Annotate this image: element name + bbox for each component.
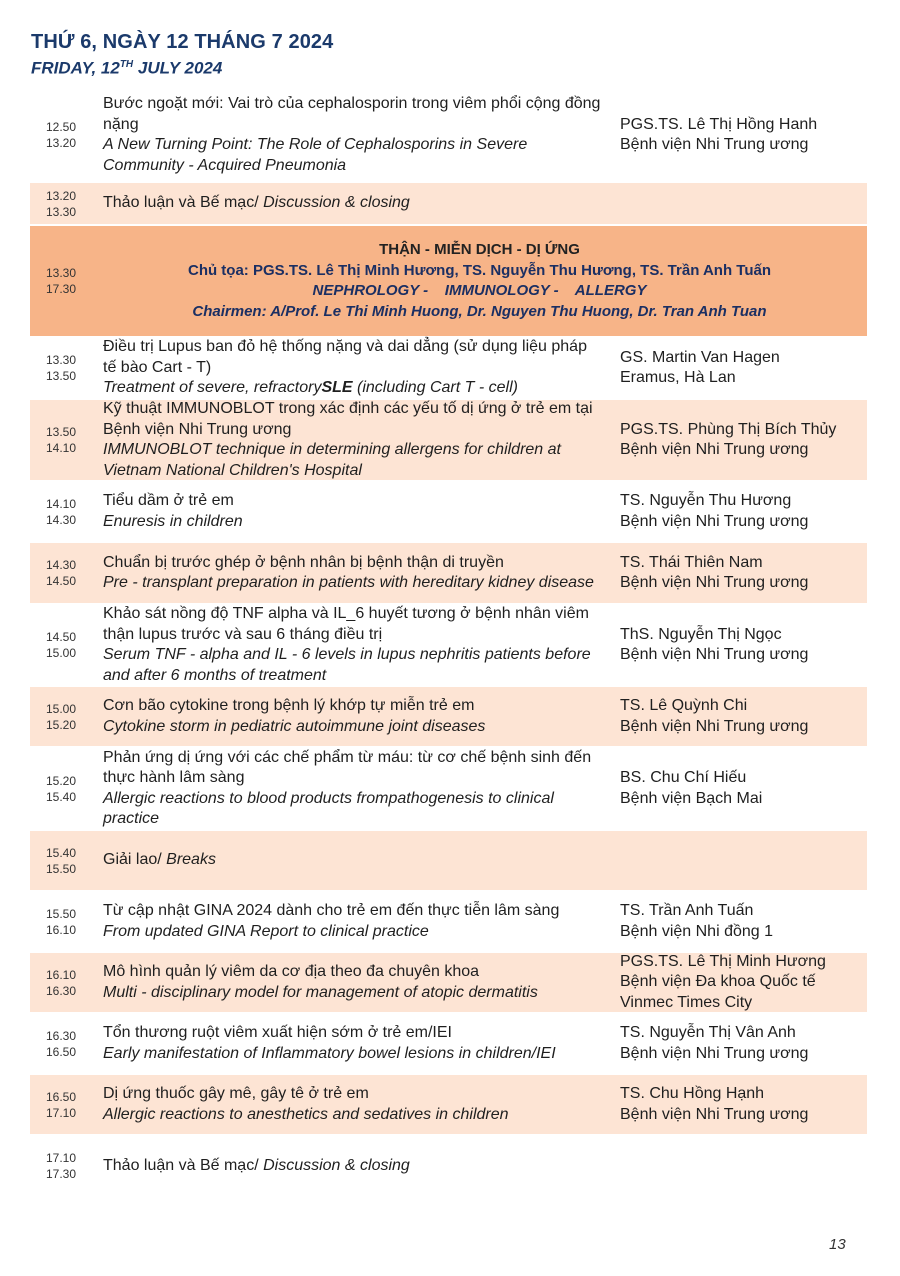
schedule-row — [30, 892, 867, 953]
time-start: 16.50 — [45, 1089, 77, 1104]
topic-vn: Thảo luận và Bế mạc/ — [103, 1156, 264, 1174]
time-cell — [30, 687, 92, 746]
time-end: 13.30 — [45, 204, 77, 219]
time-end: 15.20 — [45, 717, 77, 732]
session-chairs-en: Chairmen: A/Prof. Le Thi Minh Huong, Dr. Nguyen Thu Huong, Dr. Tran Anh Tuan — [192, 302, 767, 320]
time-end: 15.00 — [45, 646, 77, 660]
speaker-affiliation: Bệnh viện Nhi đồng 1 — [620, 922, 773, 940]
time-start: 17.10 — [45, 1151, 77, 1165]
schedule-row — [30, 543, 867, 605]
time-end: 17.10 — [45, 1105, 77, 1120]
time-start: 14.10 — [45, 496, 77, 511]
topic-en: Breaks — [166, 851, 216, 869]
topic-vn: Khảo sát nồng độ TNF alpha và IL_6 huyết tương ở bệnh nhân viêm thận lupus trước và sau 6 tháng điều trị — [103, 605, 589, 643]
topic-en: A New Turning Point: The Role of Cephalosporins in Severe Community - Acquired Pneumonia — [103, 136, 528, 174]
topic-line — [103, 193, 603, 214]
session-title: THẬN - MIỄN DỊCH - DỊ ỨNG — [379, 241, 580, 258]
time-start: 13.20 — [45, 188, 77, 203]
topic-en: Cytokine storm in pediatric autoimmune joint diseases — [103, 717, 486, 735]
speaker-affiliation: Eramus, Hà Lan — [620, 369, 736, 386]
time-cell — [30, 338, 92, 398]
topic-en-bold: SLE — [321, 379, 353, 397]
schedule-row — [30, 89, 867, 183]
schedule-row — [30, 1075, 867, 1136]
speaker-affiliation: Bệnh viện Nhi Trung ương — [620, 646, 809, 663]
schedule-row — [30, 400, 867, 482]
topic-cell — [103, 605, 603, 685]
speaker-name: TS. Thái Thiên Nam — [620, 553, 763, 571]
schedule-row — [30, 605, 867, 687]
speaker-cell — [620, 605, 865, 685]
topic-en: Allergic reactions to blood products frompathogenesis to clinical practice — [103, 789, 554, 827]
topic-cell — [103, 543, 603, 603]
time-start: 13.30 — [45, 266, 77, 280]
day-title-en-suffix: JULY 2024 — [133, 58, 223, 78]
time-cell — [30, 226, 92, 336]
time-start: 14.30 — [45, 558, 77, 572]
topic-en: Multi - disciplinary model for management of atopic dermatitis — [103, 983, 538, 1001]
topic-en-part: (including Cart T - cell) — [352, 379, 518, 397]
topic-cell — [103, 482, 603, 541]
speaker-name: BS. Chu Chí Hiếu — [620, 769, 747, 786]
time-start: 15.00 — [45, 701, 77, 716]
topic-vn: Cơn bão cytokine trong bệnh lý khớp tự miễn trẻ em — [103, 697, 475, 714]
speaker-cell — [620, 892, 865, 951]
schedule-row — [30, 748, 867, 831]
time-cell — [30, 543, 92, 603]
speaker-cell — [620, 748, 865, 829]
topic-cell — [103, 89, 603, 181]
topic-cell — [103, 1014, 603, 1073]
time-cell — [30, 482, 92, 541]
speaker-name: TS. Lê Quỳnh Chi — [620, 697, 748, 714]
topic-vn: Kỹ thuật IMMUNOBLOT trong xác định các yếu tố dị ứng ở trẻ em tại Bệnh viện Nhi Trung ương — [103, 400, 593, 438]
topic-vn: Thảo luận và Bế mạc/ — [103, 194, 264, 212]
speaker-name: TS. Nguyễn Thu Hương — [620, 492, 792, 509]
topic-vn: Tiểu dầm ở trẻ em — [103, 492, 234, 509]
day-title-vn: THỨ 6, NGÀY 12 THÁNG 7 2024 — [31, 31, 334, 53]
topic-vn: Tổn thương ruột viêm xuất hiện sớm ở trẻ em/IEI — [103, 1024, 452, 1041]
speaker-name: ThS. Nguyễn Thị Ngọc — [620, 625, 782, 643]
schedule-row — [30, 338, 867, 400]
speaker-cell — [620, 1014, 865, 1073]
time-cell — [30, 400, 92, 480]
time-end: 13.20 — [45, 136, 77, 150]
time-start: 12.50 — [45, 120, 77, 134]
topic-en: Allergic reactions to anesthetics and sedatives in children — [103, 1105, 509, 1123]
time-cell — [30, 748, 92, 829]
time-start: 14.50 — [45, 630, 77, 644]
topic-vn: Giải lao/ — [103, 851, 167, 869]
time-cell — [30, 1014, 92, 1073]
speaker-affiliation: Bệnh viện Nhi Trung ương — [620, 717, 809, 735]
speaker-cell — [620, 89, 865, 181]
topic-cell — [103, 1075, 603, 1134]
topic-cell — [103, 183, 603, 224]
topic-en: Pre - transplant preparation in patients with hereditary kidney disease — [103, 574, 594, 591]
topic-en: Serum TNF - alpha and IL - 6 levels in lupus nephritis patients before and after 6 months of treatment — [103, 646, 591, 684]
page-number: 13 — [829, 1236, 846, 1253]
topic-vn: Phản ứng dị ứng với các chế phẩm từ máu: từ cơ chế bệnh sinh đến thực hành lâm sàng — [103, 748, 592, 786]
speaker-cell — [620, 400, 865, 480]
speaker-cell — [620, 1075, 865, 1134]
topic-vn: Dị ứng thuốc gây mê, gây tê ở trẻ em — [103, 1085, 369, 1102]
time-end: 14.50 — [45, 574, 77, 588]
topic-en — [103, 378, 603, 399]
speaker-affiliation: Bệnh viện Bạch Mai — [620, 789, 763, 807]
page-header — [31, 30, 333, 80]
topic-cell — [103, 748, 603, 829]
time-end: 17.30 — [45, 282, 77, 296]
topic-cell — [103, 1136, 603, 1196]
time-end: 15.40 — [45, 789, 77, 804]
time-end: 14.30 — [45, 512, 77, 527]
speaker-cell — [620, 338, 865, 398]
speaker-name: TS. Nguyễn Thị Vân Anh — [620, 1024, 796, 1041]
speaker-affiliation: Bệnh viện Nhi Trung ương — [620, 1044, 809, 1062]
speaker-name: TS. Chu Hồng Hạnh — [620, 1085, 765, 1102]
time-start: 15.20 — [45, 773, 77, 788]
topic-cell — [103, 831, 603, 890]
speaker-name: PGS.TS. Phùng Thị Bích Thủy — [620, 420, 837, 438]
speaker-affiliation: Bệnh viện Nhi Trung ương — [620, 136, 809, 153]
day-title-en-prefix: FRIDAY, 12 — [31, 58, 120, 78]
speaker-affiliation: Bệnh viện Đa khoa Quốc tế Vinmec Times City — [620, 973, 816, 1011]
topic-cell — [103, 400, 603, 480]
topic-cell — [103, 687, 603, 746]
time-cell — [30, 89, 92, 181]
schedule-row — [30, 482, 867, 543]
schedule-row — [30, 687, 867, 748]
topic-vn: Mô hình quản lý viêm da cơ địa theo đa chuyên khoa — [103, 963, 480, 980]
speaker-affiliation: Bệnh viện Nhi Trung ương — [620, 574, 809, 591]
topic-en: Enuresis in children — [103, 512, 243, 530]
speaker-cell — [620, 482, 865, 541]
speaker-cell — [620, 687, 865, 746]
schedule-row — [30, 1136, 867, 1198]
schedule-table — [30, 89, 867, 1198]
time-end: 15.50 — [45, 861, 77, 876]
session-block — [92, 226, 867, 336]
topic-en: Discussion & closing — [263, 1156, 410, 1174]
session-chairs-vn: Chủ tọa: PGS.TS. Lê Thị Minh Hương, TS. Nguyễn Thu Hương, TS. Trần Anh Tuấn — [187, 261, 772, 279]
speaker-affiliation: Bệnh viện Nhi Trung ương — [620, 512, 809, 530]
speaker-name: TS. Trần Anh Tuấn — [620, 902, 754, 919]
schedule-row — [30, 831, 867, 892]
speaker-name: PGS.TS. Lê Thị Minh Hương — [620, 952, 826, 970]
day-title-en-sup: TH — [119, 59, 134, 70]
topic-cell — [103, 892, 603, 951]
topic-cell — [103, 338, 603, 398]
time-start: 16.30 — [45, 1028, 77, 1043]
speaker-name: PGS.TS. Lê Thị Hồng Hanh — [620, 115, 818, 133]
speaker-cell — [620, 543, 865, 603]
time-end: 13.50 — [45, 369, 77, 383]
speaker-affiliation: Bệnh viện Nhi Trung ương — [620, 1105, 809, 1123]
time-cell — [30, 953, 92, 1012]
time-start: 16.10 — [45, 967, 77, 982]
time-cell — [30, 831, 92, 890]
topic-vn: Chuẩn bị trước ghép ở bệnh nhân bị bệnh thận di truyền — [103, 553, 504, 571]
topic-en: Early manifestation of Inflammatory bowel lesions in children/IEI — [103, 1044, 556, 1062]
topic-line — [103, 850, 603, 871]
schedule-row — [30, 1014, 867, 1075]
time-start: 15.50 — [45, 906, 77, 921]
day-title-en — [31, 54, 333, 80]
session-header-row — [30, 226, 867, 338]
topic-vn: Bước ngoặt mới: Vai trò của cephalosporin trong viêm phổi cộng đồng nặng — [103, 95, 601, 133]
time-cell — [30, 605, 92, 685]
time-cell — [30, 892, 92, 951]
speaker-cell — [620, 953, 865, 1012]
speaker-affiliation: Bệnh viện Nhi Trung ương — [620, 441, 809, 458]
time-start: 13.30 — [45, 353, 77, 367]
topic-en: From updated GINA Report to clinical practice — [103, 922, 429, 940]
time-end: 16.30 — [45, 983, 77, 998]
time-cell — [30, 1075, 92, 1134]
time-end: 16.50 — [45, 1044, 77, 1059]
time-start: 13.50 — [45, 425, 77, 439]
topic-en-part: Treatment of severe, refractory — [103, 379, 322, 397]
topic-en: IMMUNOBLOT technique in determining allergens for children at Vietnam National Children's Hospital — [103, 441, 561, 479]
time-cell — [30, 1136, 92, 1196]
time-end: 16.10 — [45, 922, 77, 937]
topic-vn: Điều trị Lupus ban đỏ hệ thống nặng và dai dẳng (sử dụng liệu pháp tế bào Cart - T) — [103, 338, 587, 376]
schedule-row — [30, 183, 867, 226]
speaker-name: GS. Martin Van Hagen — [620, 348, 780, 366]
time-start: 15.40 — [45, 845, 77, 860]
time-end: 14.10 — [45, 441, 77, 455]
topic-vn: Từ cập nhật GINA 2024 dành cho trẻ em đến thực tiễn lâm sàng — [103, 902, 560, 919]
schedule-row — [30, 953, 867, 1014]
topic-en: Discussion & closing — [263, 194, 410, 212]
time-end: 17.30 — [45, 1167, 77, 1181]
topic-line — [103, 1156, 603, 1177]
time-cell — [30, 183, 92, 224]
topic-cell — [103, 953, 603, 1012]
session-title-en: NEPHROLOGY - IMMUNOLOGY - ALLERGY — [312, 282, 647, 299]
